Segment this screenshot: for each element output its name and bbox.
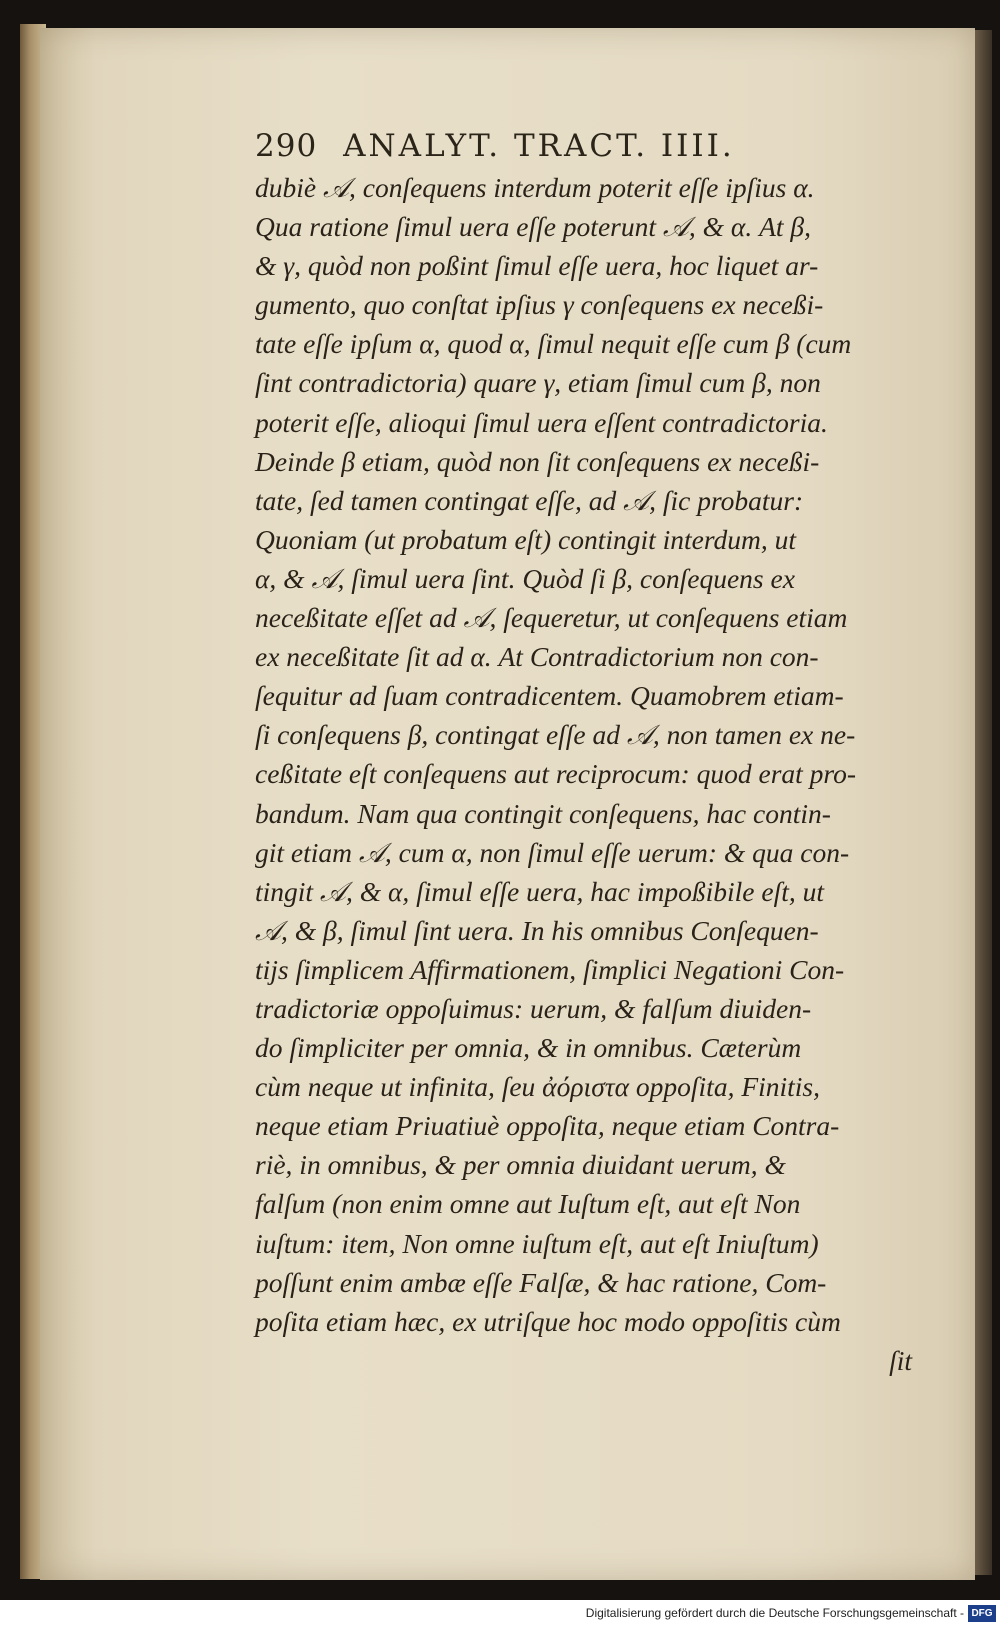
- catchword: ſit: [889, 1344, 912, 1376]
- digitization-footer: [0, 1600, 1000, 1628]
- text-line: do ſimpliciter per omnia, & in omnibus. Cæterùm: [255, 1032, 802, 1064]
- text-line: poſita etiam hæc, ex utriſque hoc modo oppoſitis cùm: [255, 1305, 841, 1337]
- body-text: [255, 168, 920, 1380]
- text-line: tijs ſimplicem Affirmationem, ſimplici Negationi Con-: [255, 953, 845, 985]
- text-line: ſint contradictoria) quare γ, etiam ſimul cum β, non: [255, 367, 821, 399]
- text-line: git etiam 𝒜, cum α, non ſimul eſſe uerum: & qua con-: [255, 836, 850, 868]
- text-line: poterit eſſe, alioqui ſimul uera eſſent contradictoria.: [255, 406, 828, 438]
- text-line: Deinde β etiam, quòd non ſit conſequens ex neceßi-: [255, 445, 820, 477]
- text-line: ſi conſequens β, contingat eſſe ad 𝒜, non tamen ex ne-: [255, 719, 856, 751]
- text-line: bandum. Nam qua contingit conſequens, hac contin-: [255, 797, 831, 829]
- text-line: poſſunt enim ambæ eſſe Falſæ, & hac ratione, Com-: [255, 1266, 827, 1298]
- text-line: falſum (non enim omne aut Iuſtum eſt, aut eſt Non: [255, 1188, 801, 1220]
- text-line: gumento, quo conſtat ipſius γ conſequens ex neceßi-: [255, 289, 824, 321]
- funding-credit: Digitalisierung gefördert durch die Deutsche Forschungsgemeinschaft -: [585, 1606, 964, 1620]
- text-line: neque etiam Priuatiuè oppoſita, neque etiam Contra-: [255, 1110, 840, 1142]
- text-line: tradictoriæ oppoſuimus: uerum, & falſum diuiden-: [255, 992, 812, 1024]
- text-line: neceßitate eſſet ad 𝒜, ſequeretur, ut conſequens etiam: [255, 602, 848, 634]
- text-line: riè, in omnibus, & per omnia diuidant uerum, &: [255, 1149, 786, 1181]
- text-line: ceßitate eſt conſequens aut reciprocum: quod erat pro-: [255, 758, 857, 790]
- text-line: tingit 𝒜, & α, ſimul eſſe uera, hac impoßibile eſt, ut: [255, 875, 824, 907]
- text-line: Quoniam (ut probatum eſt) contingit interdum, ut: [255, 523, 797, 555]
- text-line: dubiè 𝒜, conſequens interdum poterit eſſe ipſius α.: [255, 172, 815, 203]
- text-line: tate, ſed tamen contingat eſſe, ad 𝒜, ſic probatur:: [255, 484, 804, 516]
- running-header: [255, 128, 895, 164]
- running-title: ANALYT. TRACT. IIII.: [343, 128, 735, 164]
- text-line: cùm neque ut infinita, ſeu ἀόριστα oppoſita, Finitis,: [255, 1071, 821, 1103]
- text-line: iuſtum: item, Non omne iuſtum eſt, aut eſt Iniuſtum): [255, 1227, 819, 1259]
- text-line: tate eſſe ipſum α, quod α, ſimul nequit eſſe cum β (cum: [255, 328, 852, 360]
- dfg-logo: DFG: [968, 1605, 996, 1622]
- page-number: 290: [255, 128, 318, 164]
- text-line: α, & 𝒜, ſimul uera ſint. Quòd ſi β, conſequens ex: [255, 562, 795, 594]
- text-line: ſequitur ad ſuam contradicentem. Quamobrem etiam-: [255, 680, 844, 712]
- text-line: ex neceßitate ſit ad α. At Contradictorium non con-: [255, 641, 819, 673]
- text-line: Qua ratione ſimul uera eſſe poterunt 𝒜, & α. At β,: [255, 211, 811, 243]
- text-line: & γ, quòd non poßint ſimul eſſe uera, hoc liquet ar-: [255, 250, 819, 282]
- text-line: 𝒜, & β, ſimul ſint uera. In his omnibus Conſequen-: [255, 914, 819, 946]
